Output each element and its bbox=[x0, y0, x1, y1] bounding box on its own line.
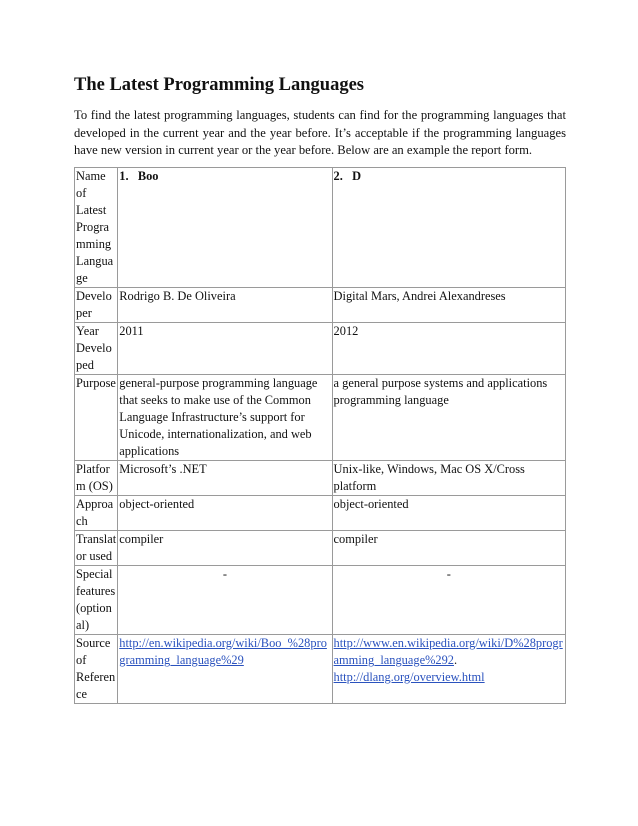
row-label: Purpose bbox=[75, 374, 118, 460]
language-2-purpose: a general purpose systems and applications programming language bbox=[332, 374, 565, 460]
language-2-year: 2012 bbox=[332, 322, 565, 374]
language-2-reference-link-dlang[interactable]: http://dlang.org/overview.html bbox=[333, 669, 485, 684]
reference-separator: . bbox=[453, 652, 458, 667]
language-2-number: 2. bbox=[333, 168, 343, 183]
table-row-source bbox=[75, 634, 566, 703]
table-row-year bbox=[75, 322, 566, 374]
language-2-name: D bbox=[352, 168, 362, 183]
report-form-table bbox=[74, 167, 566, 704]
row-label: Developer bbox=[75, 287, 118, 322]
language-1-source bbox=[118, 634, 332, 703]
table-row-translator bbox=[75, 530, 566, 565]
language-1-platform: Microsoft’s .NET bbox=[118, 460, 332, 495]
language-2-special-features: - bbox=[332, 565, 565, 634]
language-2-platform: Unix-like, Windows, Mac OS X/Cross platform bbox=[332, 460, 565, 495]
document-title: The Latest Programming Languages bbox=[74, 75, 365, 95]
intro-paragraph: To find the latest programming languages, students can find for the programming languages that developed in the current year and the year before. It’s acceptable if the programming languages have new version in current year or the year before. Below are an example the report form. bbox=[74, 108, 566, 157]
language-2-source bbox=[332, 634, 565, 703]
table-row-special-features bbox=[75, 565, 566, 634]
row-label: Translator used bbox=[75, 530, 118, 565]
language-1-number: 1. bbox=[119, 168, 129, 183]
language-2-translator: compiler bbox=[332, 530, 565, 565]
language-1-cell bbox=[118, 167, 332, 287]
row-label: Year Developed bbox=[75, 322, 118, 374]
row-label: Special features (optional) bbox=[75, 565, 118, 634]
language-1-special-features: - bbox=[118, 565, 332, 634]
table-row-developer bbox=[75, 287, 566, 322]
table-row-purpose bbox=[75, 374, 566, 460]
document-page bbox=[74, 74, 566, 704]
language-2-cell bbox=[332, 167, 565, 287]
language-1-name: Boo bbox=[137, 168, 159, 183]
row-label: Approach bbox=[75, 495, 118, 530]
language-1-reference-link[interactable]: http://en.wikipedia.org/wiki/Boo_%28programming_language%29 bbox=[119, 635, 327, 667]
table-row-approach bbox=[75, 495, 566, 530]
language-1-purpose: general-purpose programming language that seeks to make use of the Common Language Infrastructure’s support for Unicode, internationalization, and web applications bbox=[118, 374, 332, 460]
row-label: Source of Reference bbox=[75, 634, 118, 703]
language-1-year: 2011 bbox=[118, 322, 332, 374]
language-1-translator: compiler bbox=[118, 530, 332, 565]
row-label: Name of Latest Programming Language bbox=[75, 167, 118, 287]
table-row-platform bbox=[75, 460, 566, 495]
language-1-developer: Rodrigo B. De Oliveira bbox=[118, 287, 332, 322]
row-label: Platform (OS) bbox=[75, 460, 118, 495]
language-2-developer: Digital Mars, Andrei Alexandreses bbox=[332, 287, 565, 322]
language-1-approach: object-oriented bbox=[118, 495, 332, 530]
table-row-name bbox=[75, 167, 566, 287]
language-2-approach: object-oriented bbox=[332, 495, 565, 530]
language-2-reference-link-wikipedia[interactable]: http://www.en.wikipedia.org/wiki/D%28programming_language%292 bbox=[333, 635, 563, 667]
